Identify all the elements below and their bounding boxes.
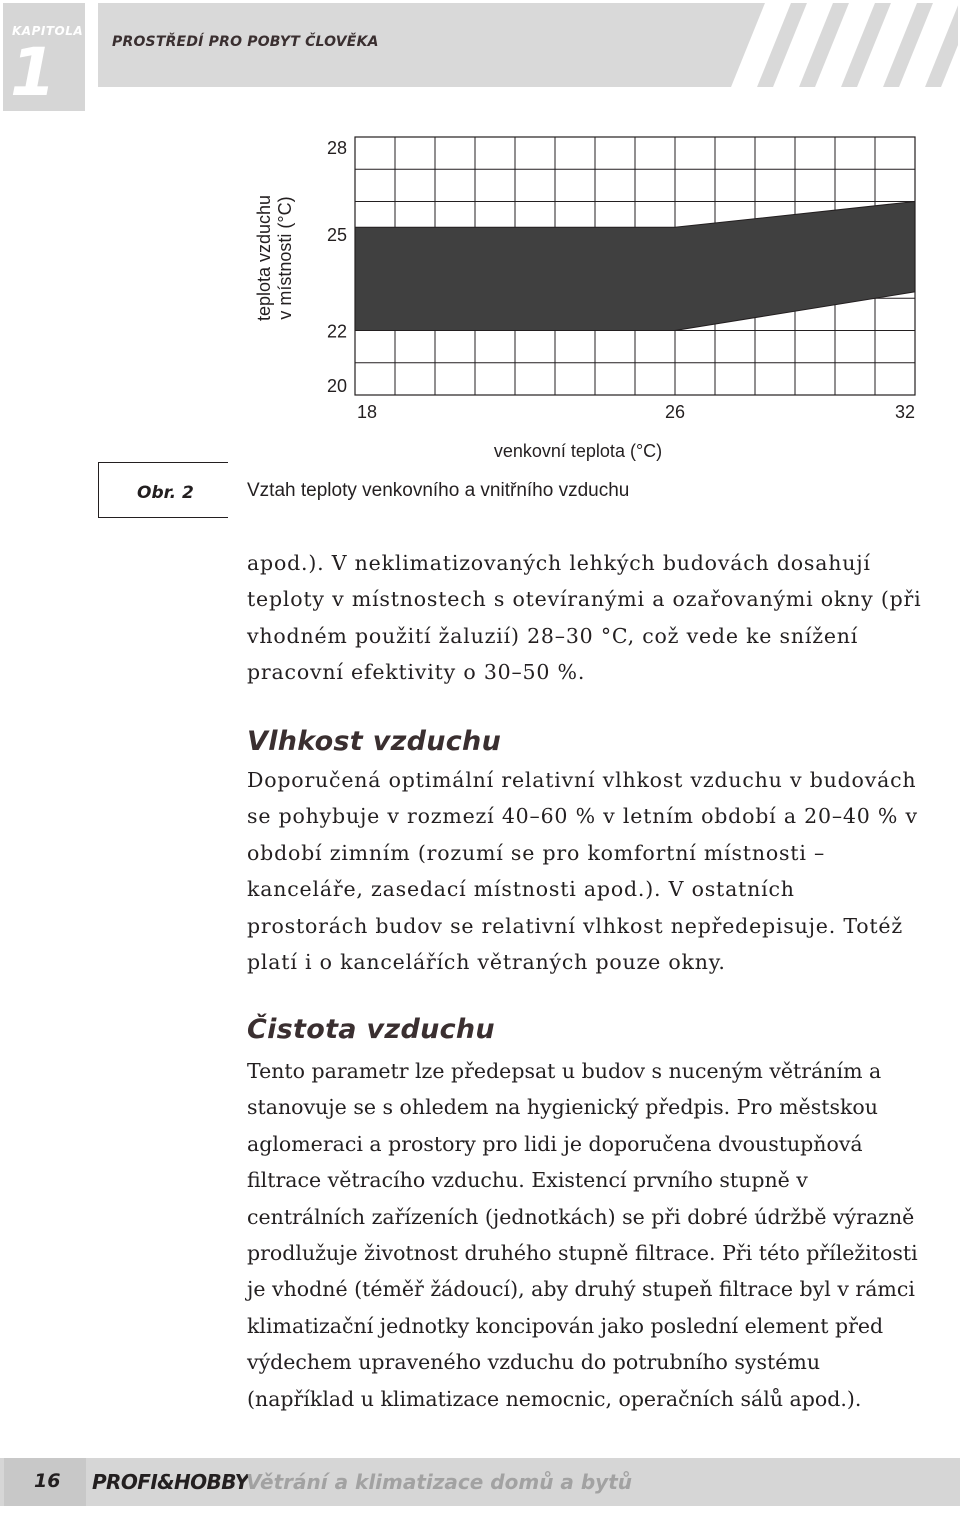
- figure-caption: Vztah teploty venkovního a vnitřního vzduchu: [247, 480, 630, 501]
- y-tick-label: 28: [326, 138, 348, 158]
- chapter-label: KAPITOLA: [12, 24, 84, 38]
- y-axis-label-line1: teplota vzduchu: [254, 194, 274, 322]
- paragraph-intro: apod.). V neklimatizovaných lehkých budovách dosahují teploty v místnostech s otevíranými a ozařovanými okny (při vhodném použití žaluzií) 28–30 °C, což vede ke snížení pracovní efektivity o 30–50 %.: [247, 551, 922, 685]
- heading-vlhkost: Vlhkost vzduchu: [247, 726, 502, 757]
- chapter-title: PROSTŘEDÍ PRO POBYT ČLOVĚKA: [112, 34, 379, 50]
- figure-label: Obr. 2: [137, 483, 194, 503]
- x-tick-label: 32: [894, 402, 915, 422]
- temperature-chart: [0, 0, 960, 540]
- book-title: Větrání a klimatizace domů a bytů: [246, 1470, 633, 1494]
- x-tick-label: 18: [357, 402, 378, 422]
- chapter-number: 1: [10, 34, 56, 111]
- page-number: 16: [34, 1470, 61, 1492]
- x-axis-label: venkovní teplota (°C): [493, 441, 663, 461]
- y-tick-label: 22: [326, 321, 348, 342]
- y-tick-label: 25: [326, 224, 348, 245]
- y-tick-label: 20: [326, 376, 348, 396]
- y-axis-label-line2: v místnosti (°C): [275, 196, 295, 320]
- heading-cistota: Čistota vzduchu: [247, 1014, 495, 1045]
- x-tick-label: 26: [664, 402, 686, 422]
- paragraph-vlhkost: Doporučená optimální relativní vlhkost vzduchu v budovách se pohybuje v rozmezí 40–60 % v letním období a 20–40 % v období zimním (rozumí se pro komfortní místnosti – kanceláře, zasedací místnosti apod.). V ostatních prostorách budov se relativní vlhkost nepředepisuje. Totéž platí i o kancelářích větraných pouze okny.: [247, 768, 918, 975]
- figure-label-box: [98, 462, 228, 518]
- paragraph-cistota: Tento parametr lze předepsat u budov s nuceným větráním a stanovuje se s ohledem na hygienický předpis. Pro městskou aglomeraci a prostory pro lidi je doporučena dvoustupňová filtrace větracího vzduchu. Existencí prvního stupně v centrálních zařízeních (jednotkách) se při dobré údržbě výrazně prodlužuje životnost druhého stupně filtrace. Při této příležitosti je vhodné (téměř žádoucí), aby druhý stupeň filtrace byl v rámci klimatizační jednotky koncipován jako poslední element před výdechem upraveného vzduchu do potrubního systému (například u klimatizace nemocnic, operačních sálů apod.).: [247, 1059, 918, 1411]
- brand-logo: PROFI&HOBBY: [92, 1470, 249, 1494]
